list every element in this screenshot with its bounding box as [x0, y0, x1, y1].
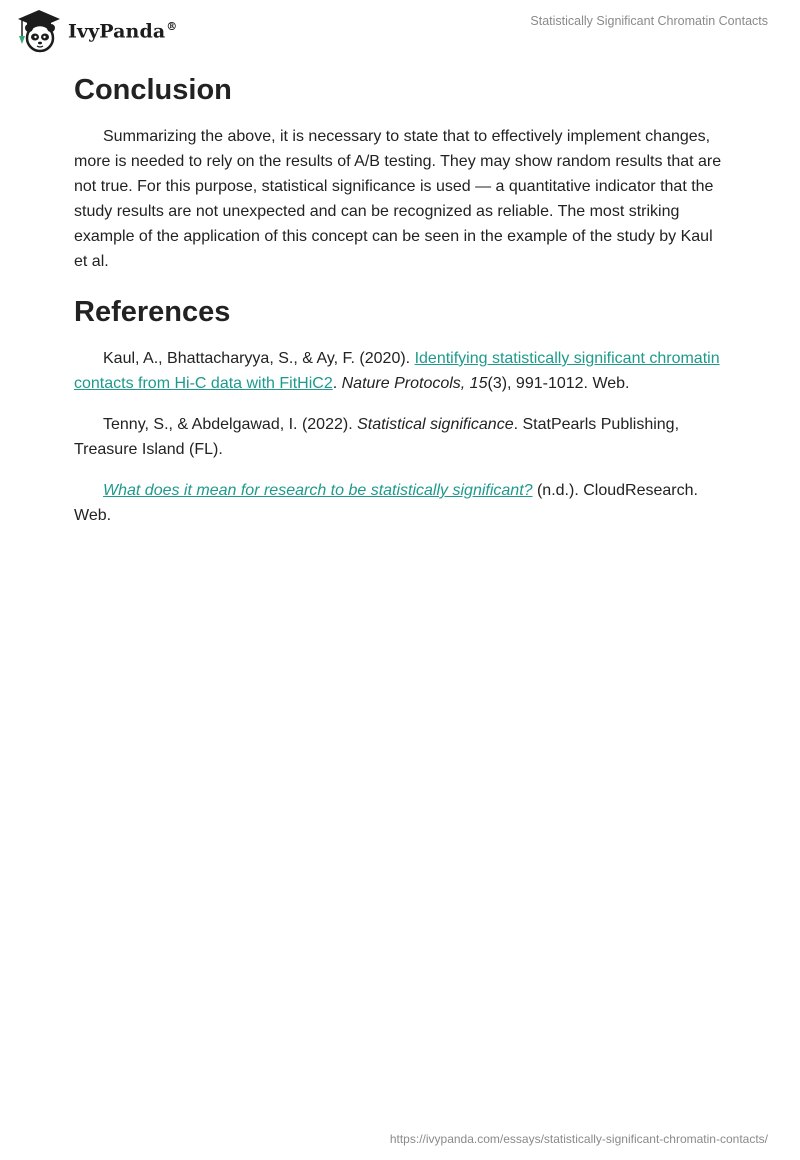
- references-list: [74, 346, 728, 528]
- references-heading: References: [74, 296, 231, 328]
- essay-content: [74, 70, 728, 544]
- conclusion-paragraph: Summarizing the above, it is necessary to state that to effectively implement changes, more is needed to rely on the results of A/B testing. They may show random results that are not true. For this purpose, statistical significance is used — a quantitative indicator that the study results are not unexpected and can be recognized as reliable. The most striking example of the application of this concept can be seen in the example of the study by Kaul et al.: [74, 128, 722, 270]
- page-header: [0, 0, 800, 60]
- reference-item: Tenny, S., & Abdelgawad, I. (2022). Statistical significance. StatPearls Publishing, Treasure Island (FL).: [74, 416, 680, 458]
- conclusion-heading: Conclusion: [74, 74, 232, 106]
- brand-name: IvyPanda®: [68, 19, 178, 43]
- panda-graduate-icon: [14, 8, 64, 54]
- ivypanda-logo[interactable]: [14, 8, 177, 54]
- reference-link[interactable]: Identifying statistically significant chromatin contacts from Hi-C data with FitHiC2: [74, 350, 720, 392]
- document-title: Statistically Significant Chromatin Contacts: [530, 14, 768, 28]
- reference-link[interactable]: What does it mean for research to be statistically significant?: [103, 482, 533, 499]
- page-footer-url: https://ivypanda.com/essays/statistically-significant-chromatin-contacts/: [389, 1132, 768, 1146]
- reference-item: What does it mean for research to be statistically significant? (n.d.). CloudResearch. Web.: [74, 482, 698, 524]
- reference-item: Kaul, A., Bhattacharyya, S., & Ay, F. (2020). Identifying statistically significant chromatin contacts from Hi-C data with FitHiC2. Nature Protocols, 15(3), 991-1012. Web.: [74, 350, 720, 392]
